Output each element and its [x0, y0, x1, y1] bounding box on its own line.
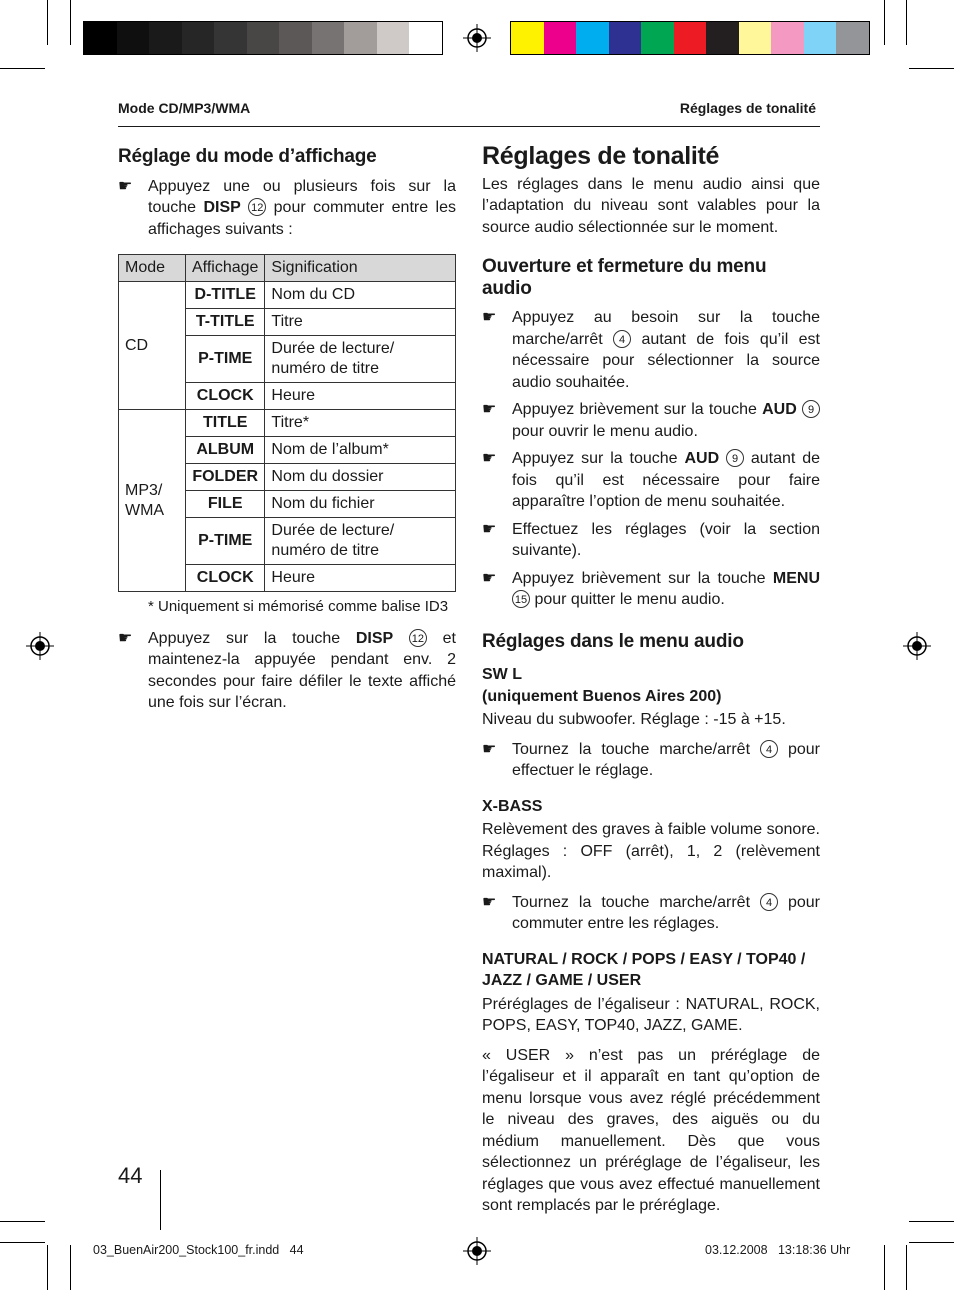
instruction-item — [118, 176, 456, 241]
color-swatch — [279, 22, 312, 54]
key-number-badge: 4 — [613, 330, 631, 348]
instruction-item — [118, 628, 456, 714]
display-cell: CLOCK — [186, 383, 265, 410]
pointing-hand-icon: ☛ — [482, 309, 497, 326]
color-swatch — [576, 22, 609, 54]
table-header-row — [119, 255, 456, 282]
instruction-text: Effectuez les réglages (voir la section suivante). — [512, 520, 820, 559]
aud-key: AUD — [762, 401, 797, 418]
swl-heading: SW L (uniquement Buenos Aires 200) — [482, 666, 722, 705]
menu-key: MENU — [772, 569, 820, 587]
column-header: Mode — [119, 255, 186, 282]
crop-mark — [70, 0, 71, 45]
meaning-cell: Nom de l’album* — [265, 437, 456, 464]
display-cell: TITLE — [186, 410, 265, 437]
instruction-text: Appuyez brièvement sur la touche AUD 9 pour ouvrir le menu audio. — [512, 399, 820, 442]
key-number-badge: 12 — [409, 629, 427, 647]
display-modes-table — [118, 254, 456, 592]
color-swatch — [804, 22, 837, 54]
instruction-text: Tournez la touche marche/arrêt 4 pour commuter entre les réglages. — [512, 893, 821, 932]
registration-mark-icon — [463, 1237, 491, 1265]
key-number-badge: 15 — [512, 590, 530, 608]
key-number-badge: 12 — [248, 198, 266, 216]
color-swatch — [149, 22, 182, 54]
key-number-badge: 4 — [760, 740, 778, 758]
slug-timestamp: 03.12.2008 13:18:36 Uhr — [705, 1243, 851, 1257]
xbass-heading: X-BASS — [482, 797, 543, 815]
color-swatch — [674, 22, 707, 54]
pointing-hand-icon: ☛ — [482, 569, 497, 587]
crop-mark — [47, 0, 48, 45]
color-swatch — [641, 22, 674, 54]
table-row — [119, 410, 456, 437]
color-swatch — [344, 22, 377, 54]
pointing-hand-icon: ☛ — [482, 893, 497, 911]
color-swatch — [511, 22, 544, 54]
audio-menu-heading: Réglages dans le menu audio — [482, 630, 744, 652]
table-footnote: * Uniquement si mémorisé comme balise ID3 — [148, 598, 449, 615]
meaning-cell: Nom du CD — [265, 282, 456, 309]
meaning-cell: Nom du fichier — [265, 491, 456, 518]
color-swatch — [377, 22, 410, 54]
registration-mark-icon — [463, 24, 491, 52]
crop-mark — [906, 1245, 907, 1290]
key-number-badge: 4 — [760, 893, 778, 911]
crop-mark — [0, 68, 45, 69]
disp-key: DISP — [355, 629, 394, 647]
column-rule — [160, 1170, 161, 1230]
color-swatch — [312, 22, 345, 54]
display-mode-heading: Réglage du mode d’affichage — [118, 146, 377, 167]
column-header: Affichage — [186, 255, 265, 282]
running-header-right: Réglages de tonalité — [679, 100, 816, 116]
color-swatch — [182, 22, 215, 54]
instruction-text: Appuyez brièvement sur la touche MENU 15 pour quitter le menu audio. — [512, 569, 820, 608]
page-number: 44 — [118, 1163, 143, 1188]
instruction-text: Tournez la touche marche/arrêt 4 pour effectuer le réglage. — [512, 740, 821, 779]
color-swatch — [214, 22, 247, 54]
color-swatch — [706, 22, 739, 54]
meaning-cell: Durée de lecture/ numéro de titre — [265, 518, 456, 565]
instruction-item — [482, 519, 820, 562]
instruction-item — [482, 448, 820, 513]
meaning-cell: Heure — [265, 383, 456, 410]
meaning-cell: Nom du dossier — [265, 464, 456, 491]
instruction-text: Appuyez une ou plusieurs fois sur la touche DISP 12 pour commuter entre les affichages suivants : — [148, 177, 456, 238]
crop-mark — [47, 1245, 48, 1290]
table-row — [119, 282, 456, 309]
color-scale-bar — [510, 21, 870, 55]
color-swatch — [771, 22, 804, 54]
key-number-badge: 9 — [726, 449, 744, 467]
display-cell: D-TITLE — [186, 282, 265, 309]
crop-mark — [70, 1245, 71, 1290]
display-cell: ALBUM — [186, 437, 265, 464]
pointing-hand-icon: ☛ — [118, 177, 133, 195]
color-swatch — [247, 22, 280, 54]
page-title: Réglages de tonalité — [482, 142, 720, 170]
swl-description: Niveau du subwoofer. Réglage : -15 à +15. — [482, 711, 786, 728]
crop-mark — [909, 1221, 954, 1222]
registration-mark-icon — [26, 632, 54, 660]
crop-mark — [884, 1245, 885, 1290]
mode-cell: MP3/ WMA — [119, 410, 186, 592]
meaning-cell: Titre — [265, 309, 456, 336]
crop-mark — [0, 1221, 45, 1222]
display-cell: CLOCK — [186, 565, 265, 592]
color-swatch — [544, 22, 577, 54]
key-number-badge: 9 — [802, 400, 820, 418]
meaning-cell: Titre* — [265, 410, 456, 437]
column-header: Signification — [265, 255, 456, 282]
slug-filename: 03_BuenAir200_Stock100_fr.indd 44 — [93, 1243, 304, 1257]
intro-paragraph: Les réglages dans le menu audio ainsi que l’adaptation du niveau sont valables pour la source audio sélectionnée sur le moment. — [482, 175, 820, 236]
instruction-text: Appuyez sur la touche AUD 9 autant de fois qu’il est nécessaire pour faire apparaître l’option de menu souhaitée. — [512, 450, 821, 510]
instruction-text: Appuyez au besoin sur la touche marche/arrêt 4 autant de fois qu’il est nécessaire pour sélectionner la source audio souhaitée. — [512, 309, 821, 391]
open-close-heading: Ouverture et fermeture du menu audio — [482, 256, 767, 299]
crop-mark — [0, 1242, 45, 1243]
crop-mark — [909, 68, 954, 69]
gray-scale-bar — [83, 21, 443, 55]
display-cell: FILE — [186, 491, 265, 518]
equalizer-description: Préréglages de l’égaliseur : NATURAL, ROCK, POPS, EASY, TOP40, JAZZ, GAME. — [482, 995, 820, 1034]
display-cell: T-TITLE — [186, 309, 265, 336]
pointing-hand-icon: ☛ — [482, 740, 497, 758]
pointing-hand-icon: ☛ — [482, 401, 497, 418]
color-swatch — [739, 22, 772, 54]
color-swatch — [117, 22, 150, 54]
pointing-hand-icon: ☛ — [118, 629, 133, 647]
pointing-hand-icon: ☛ — [482, 520, 497, 538]
color-swatch — [409, 22, 442, 54]
instruction-item — [482, 307, 820, 393]
meaning-cell: Heure — [265, 565, 456, 592]
crop-mark — [884, 0, 885, 45]
instruction-item — [482, 892, 820, 935]
crop-mark — [906, 0, 907, 45]
color-swatch — [609, 22, 642, 54]
instruction-item — [482, 399, 820, 442]
registration-mark-icon — [903, 632, 931, 660]
instruction-text: Appuyez sur la touche DISP 12 et maintenez-la appuyée pendant env. 2 secondes pour faire défiler le texte affiché une fois sur l’écran. — [148, 629, 456, 711]
equalizer-heading: NATURAL / ROCK / POPS / EASY / TOP40 / JAZZ / GAME / USER — [482, 950, 806, 989]
instruction-item — [482, 739, 820, 782]
pointing-hand-icon: ☛ — [482, 450, 497, 467]
crop-mark — [909, 1242, 954, 1243]
display-cell: FOLDER — [186, 464, 265, 491]
color-swatch — [84, 22, 117, 54]
left-column — [118, 146, 456, 720]
meaning-cell: Durée de lecture/ numéro de titre — [265, 336, 456, 383]
display-cell: P-TIME — [186, 518, 265, 565]
header-rule — [118, 126, 820, 127]
display-cell: P-TIME — [186, 336, 265, 383]
aud-key: AUD — [684, 450, 720, 467]
instruction-item — [482, 568, 820, 611]
xbass-description: Relèvement des graves à faible volume sonore. Réglages : OFF (arrêt), 1, 2 (relèvement maximal). — [482, 821, 820, 881]
user-description: « USER » n’est pas un préréglage de l’égaliseur et il apparaît en tant qu’option de menu lorsque vous avez réglé précédemment le niveau des graves, des aiguës ou du médium manuellement. Dès que vous sélectionnez un préréglage de l’égaliseur, les réglages que vous avez effectué manuellement sont remplacés par le préréglage. — [482, 1046, 820, 1214]
running-header-left: Mode CD/MP3/WMA — [118, 100, 251, 116]
right-column — [482, 142, 821, 1225]
disp-key: DISP — [203, 199, 241, 216]
mode-cell: CD — [119, 282, 186, 410]
color-swatch — [836, 22, 869, 54]
